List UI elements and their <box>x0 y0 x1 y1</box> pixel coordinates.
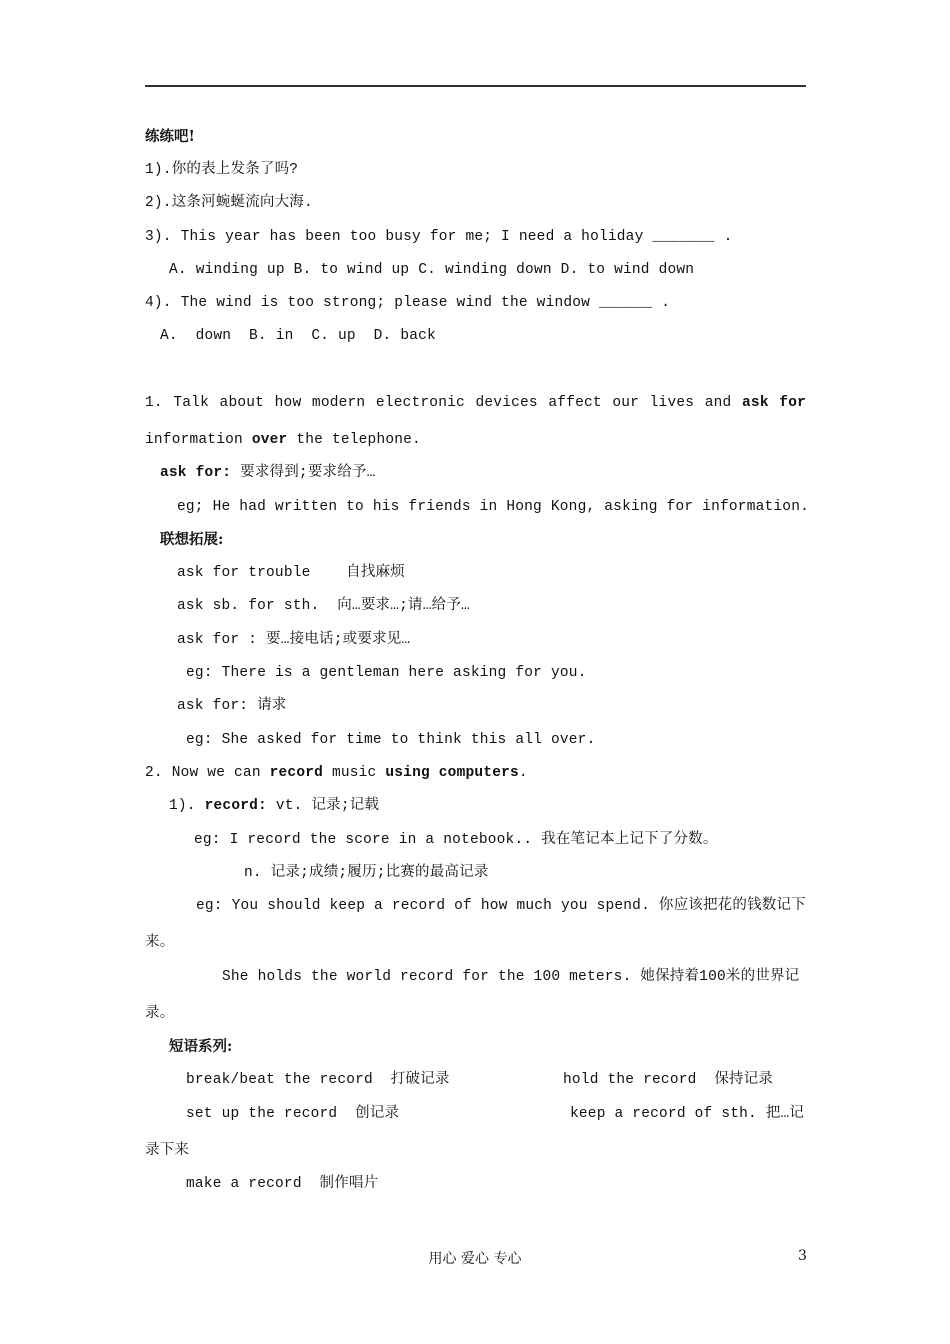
footer-motto: 用心 爱心 专心 <box>428 1251 522 1267</box>
ask-for-bold: ask for <box>742 395 806 411</box>
phrase-set-up-record: set up the record 创记录 <box>186 1106 400 1122</box>
section-1-text: 1. Talk about how modern electronic devices affect our lives and <box>145 395 732 411</box>
ask-for-def: 要求得到;要求给予… <box>240 465 376 481</box>
record-example-3: She holds the world record for the 100 meters. 她保持着100米的世界记 <box>222 969 800 985</box>
example-1: eg; He had written to his friends in Hong Kong, asking for information. <box>177 499 810 515</box>
record-example-2: eg: You should keep a record of how much you spend. 你应该把花的钱数记下 <box>196 898 806 914</box>
using-computers-bold: using computers <box>385 765 519 781</box>
example-2: eg: There is a gentleman here asking for you. <box>186 665 587 681</box>
section-1-text: information <box>145 432 243 448</box>
page-number: 3 <box>798 1248 807 1264</box>
phrase-hold-record: hold the record 保持记录 <box>563 1072 774 1088</box>
record-term: record: <box>204 798 267 814</box>
question-3: 3). This year has been too busy for me; I need a holiday _______ . <box>145 229 733 245</box>
section-1-line-1 <box>145 393 806 413</box>
question-2: 2).这条河蜿蜒流向大海. <box>145 195 313 211</box>
question-4: 4). The wind is too strong; please wind the window ______ . <box>145 295 671 311</box>
phrase-keep-record-cont: 录下来 <box>145 1143 190 1159</box>
question-3-options: A. winding up B. to wind up C. winding down D. to wind down <box>169 262 695 278</box>
record-bold: record <box>269 765 324 781</box>
question-1: 1).你的表上发条了吗? <box>145 162 299 178</box>
phrases-heading: 短语系列: <box>169 1038 233 1055</box>
phrase-keep-record: keep a record of sth. 把…记 <box>570 1106 805 1122</box>
record-example-3-cont: 录。 <box>145 1006 175 1022</box>
definition-number: 1). <box>169 798 196 814</box>
section-2-line <box>145 763 528 783</box>
record-noun-definition: n. 记录;成绩;履历;比赛的最高记录 <box>244 865 489 881</box>
question-4-options: A. down B. in C. up D. back <box>160 328 436 344</box>
section-2-text: music <box>331 765 377 781</box>
record-example-1: eg: I record the score in a notebook.. 我在笔记本上记下了分数。 <box>194 832 718 848</box>
example-3: eg: She asked for time to think this all over. <box>186 732 596 748</box>
extension-3: ask for : 要…接电话;或要求见… <box>177 632 411 648</box>
extension-2: ask sb. for sth. 向…要求…;请…给予… <box>177 598 470 614</box>
record-example-2-cont: 来。 <box>145 935 175 951</box>
extension-1: ask for trouble 自找麻烦 <box>177 565 405 581</box>
record-vt: vt. 记录;记载 <box>275 798 380 814</box>
extension-4: ask for: 请求 <box>177 698 287 714</box>
practice-heading: 练练吧! <box>145 128 195 145</box>
section-2-text: . <box>518 765 528 781</box>
ask-for-term: ask for: <box>160 465 232 481</box>
phrase-break-record: break/beat the record 打破记录 <box>186 1072 450 1088</box>
header-rule <box>145 85 806 87</box>
extension-heading: 联想拓展: <box>160 531 224 548</box>
section-1-line-2 <box>145 430 421 450</box>
section-2-text: 2. Now we can <box>145 765 261 781</box>
over-bold: over <box>251 432 288 448</box>
ask-for-definition <box>160 463 376 483</box>
record-definition <box>169 796 379 816</box>
section-1-text: the telephone. <box>296 432 421 448</box>
phrase-make-record: make a record 制作唱片 <box>186 1176 379 1192</box>
